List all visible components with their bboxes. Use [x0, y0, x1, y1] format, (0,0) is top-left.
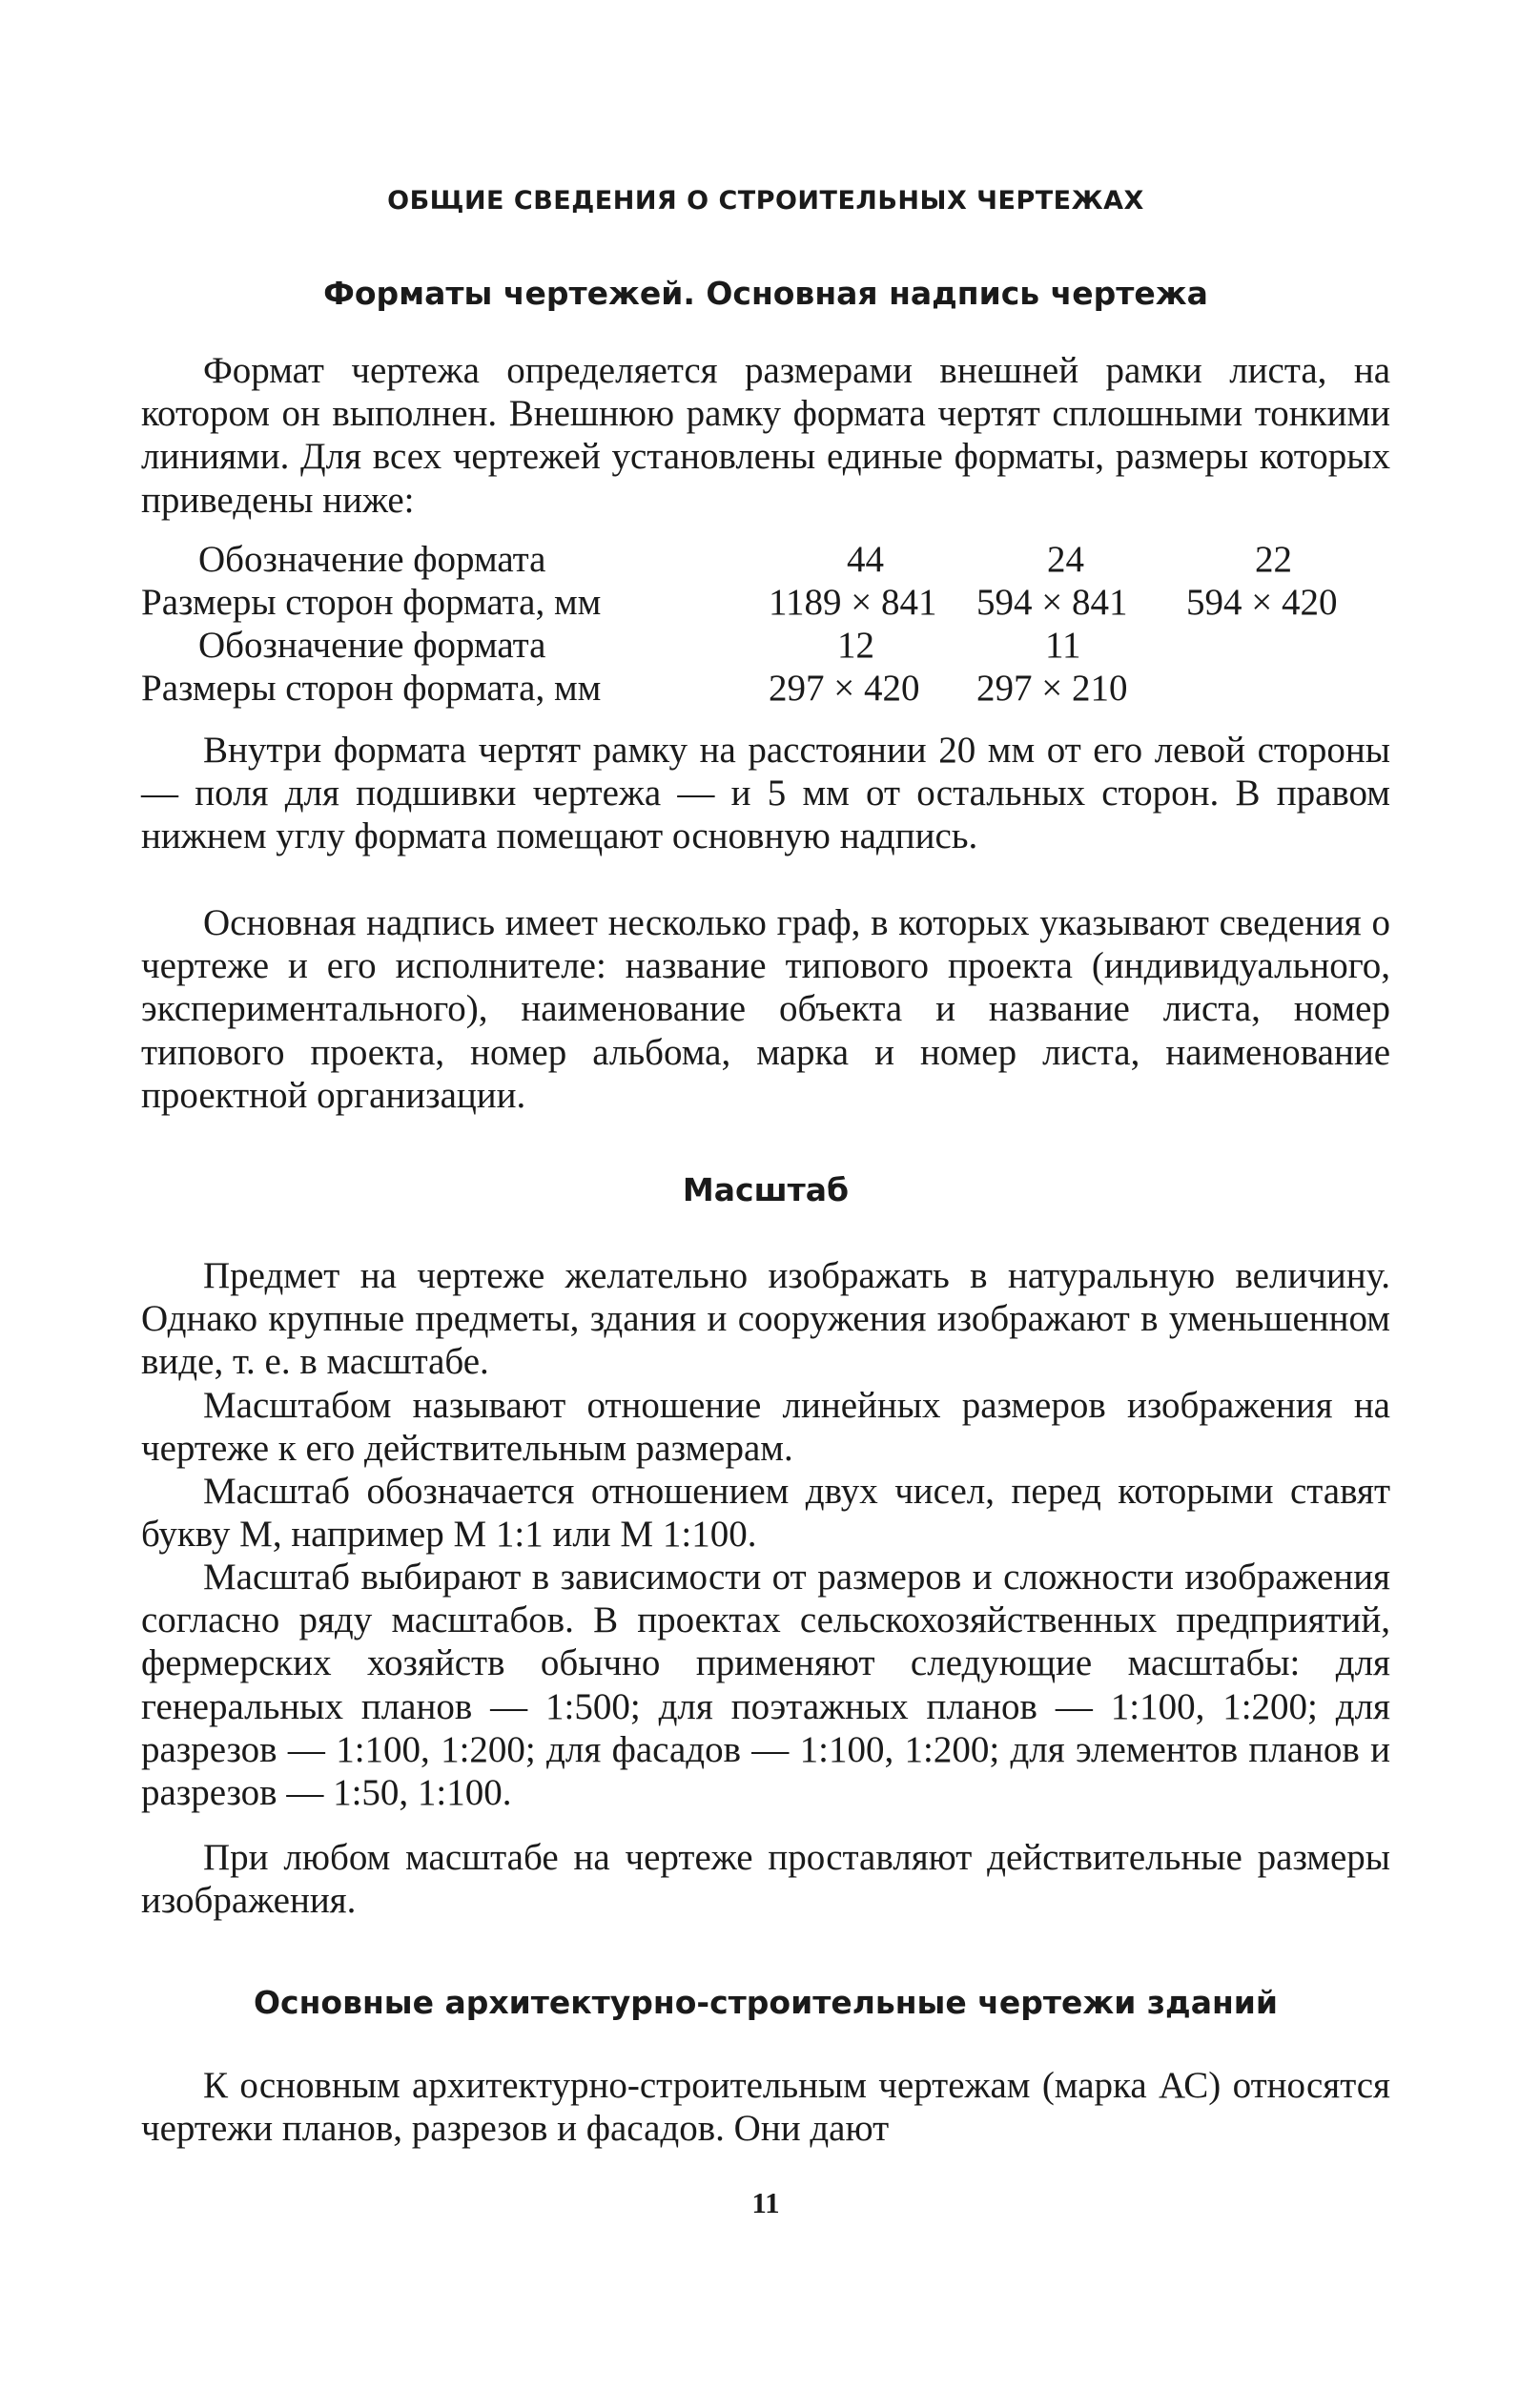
- paragraph-scale-notation: Масштаб обозначается отношением двух чисел, перед которыми ставят букву М, например М 1:1 или М 1:100.: [141, 1471, 1390, 1556]
- section-heading-scale: Масштаб: [682, 1171, 850, 1208]
- formats-cell: 12: [837, 625, 874, 666]
- paragraph-title-block: Основная надпись имеет несколько граф, в которых указывают сведения о чертеже и его исполнителе: название типового проекта (индивидуального, экспериментального), наименование объекта и название листа, номер типового проекта, номер альбома, марка и номер листа, наименование проектной организации.: [141, 902, 1390, 1116]
- paragraph-scale-definition: Масштабом называют отношение линейных размеров изображения на чертеже к его действительным размерам.: [141, 1385, 1390, 1470]
- formats-cell: 297 × 210: [976, 668, 1128, 709]
- section-heading-formats: Форматы чертежей. Основная надпись чертежа: [323, 275, 1208, 312]
- chapter-title: ОБЩИЕ СВЕДЕНИЯ О СТРОИТЕЛЬНЫХ ЧЕРТЕЖАХ: [387, 186, 1144, 216]
- paragraph-scale-intro: Предмет на чертеже желательно изображать в натуральную величину. Однако крупные предметы, здания и сооружения изображают в уменьшенном виде, т. е. в масштабе.: [141, 1255, 1390, 1383]
- paragraph-scale-dimensions: При любом масштабе на чертеже проставляют действительные размеры изображения.: [141, 1837, 1390, 1922]
- formats-row-designation: [141, 538, 1409, 581]
- paragraph-frame: Внутри формата чертят рамку на расстоянии 20 мм от его левой стороны — поля для подшивки чертежа — и 5 мм от остальных сторон. В правом нижнем углу формата помещают основную надпись.: [141, 730, 1390, 857]
- formats-row-designation: [141, 624, 1409, 667]
- formats-row-label: Обозначение формата: [198, 539, 546, 580]
- formats-row-sizes: [141, 581, 1409, 624]
- formats-cell: 297 × 420: [769, 668, 920, 709]
- formats-cell: 594 × 420: [1186, 582, 1338, 623]
- formats-cell: 1189 × 841: [769, 582, 937, 623]
- formats-row-label: Обозначение формата: [198, 625, 546, 666]
- formats-cell: 22: [1255, 539, 1292, 580]
- formats-cell: 24: [1047, 539, 1084, 580]
- paragraph-scale-selection: Масштаб выбирают в зависимости от размеров и сложности изображения согласно ряду масштабов. В проектах сельскохозяйственных предприятий, фермерских хозяйств обычно применяют следующие масштабы: для генеральных планов — 1:500; для поэтажных планов — 1:100, 1:200; для разрезов — 1:100, 1:200; для фасадов — 1:100, 1:200; для элементов планов и разрезов — 1:50, 1:100.: [141, 1557, 1390, 1814]
- formats-cell: 44: [847, 539, 884, 580]
- formats-row-sizes: [141, 667, 1409, 710]
- formats-row-label: Размеры сторон формата, мм: [141, 668, 602, 709]
- page-number: 11: [751, 2186, 780, 2219]
- paragraph-architectural-drawings: К основным архитектурно-строительным чертежам (марка АС) относятся чертежи планов, разрезов и фасадов. Они дают: [141, 2065, 1390, 2150]
- formats-table: [141, 538, 1409, 710]
- section-heading-architectural-drawings: Основные архитектурно-строительные чертежи зданий: [253, 1984, 1279, 2021]
- paragraph-format-definition: Формат чертежа определяется размерами внешней рамки листа, на котором он выполнен. Внешнюю рамку формата чертят сплошными тонкими линиями. Для всех чертежей установлены единые форматы, размеры которых приведены ниже:: [141, 350, 1390, 521]
- formats-row-label: Размеры сторон формата, мм: [141, 582, 602, 623]
- formats-cell: 594 × 841: [976, 582, 1128, 623]
- formats-cell: 11: [1045, 625, 1081, 666]
